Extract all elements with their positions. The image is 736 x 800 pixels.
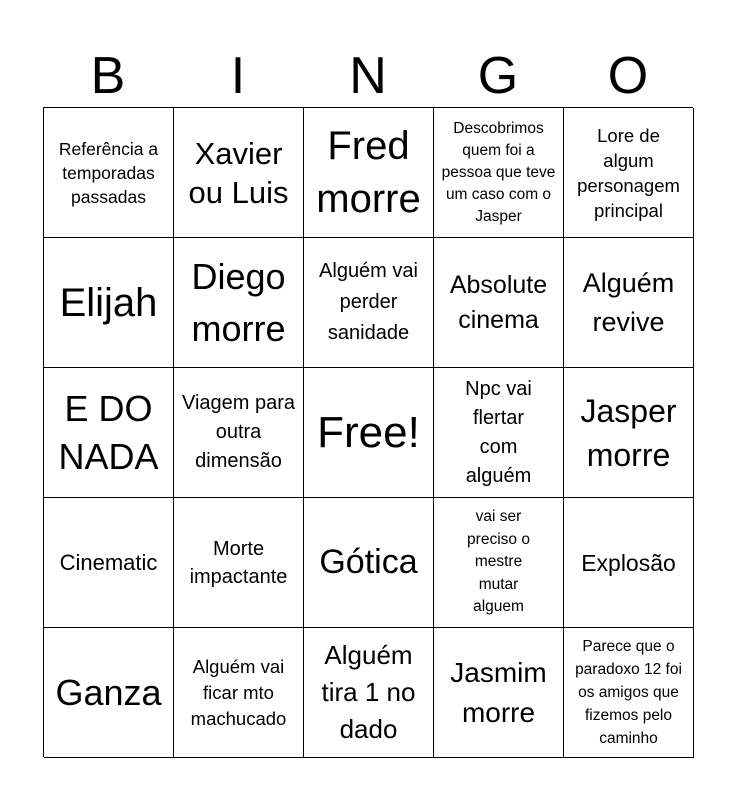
header-letter-i: I: [230, 47, 246, 105]
bingo-cell-r1c5[interactable]: [564, 108, 694, 238]
cell-text: Explosão: [581, 549, 676, 576]
header-letter-o: O: [607, 47, 649, 105]
bingo-cell-r4c3[interactable]: [304, 498, 434, 628]
bingo-cell-r5c4[interactable]: [434, 628, 564, 758]
cell-text: Ganza: [55, 671, 162, 713]
cell-text: Gótica: [319, 543, 418, 581]
bingo-cell-r5c2[interactable]: [174, 628, 304, 758]
cell-text: Elijah: [59, 280, 158, 325]
cell-text: Jasper morre: [580, 392, 677, 473]
bingo-cell-r5c5[interactable]: [564, 628, 694, 758]
bingo-header: [43, 46, 693, 106]
bingo-cell-r1c4[interactable]: [434, 108, 564, 238]
bingo-cell-r2c5[interactable]: [564, 238, 694, 368]
bingo-cell-free[interactable]: [304, 368, 434, 498]
cell-text: Cinematic: [59, 549, 158, 575]
cell-text: Fred morre: [316, 123, 421, 221]
cell-text: vai ser preciso o mestre mutar alguem: [467, 508, 530, 616]
cell-text: Morte impactante: [189, 537, 288, 588]
bingo-cell-r1c2[interactable]: [174, 108, 304, 238]
cell-text: E DO NADA: [58, 387, 159, 477]
cell-text: Absolute cinema: [449, 270, 548, 334]
cell-text: Npc vai flertar com alguém: [465, 377, 532, 487]
cell-text: Alguém tira 1 no dado: [321, 640, 416, 744]
cell-text: Jasmim morre: [450, 656, 547, 728]
cell-text: Alguém vai ficar mto machucado: [190, 655, 287, 729]
bingo-cell-r4c1[interactable]: [44, 498, 174, 628]
cell-text: Diego morre: [191, 255, 286, 349]
bingo-cell-r3c4[interactable]: [434, 368, 564, 498]
bingo-cell-r1c3[interactable]: [304, 108, 434, 238]
cell-text: Alguém revive: [582, 267, 675, 337]
bingo-cell-r1c1[interactable]: [44, 108, 174, 238]
bingo-cell-r2c2[interactable]: [174, 238, 304, 368]
cell-text: Referência a temporadas passadas: [58, 138, 159, 207]
cell-text: Viagem para outra dimensão: [181, 392, 296, 472]
bingo-cell-r3c5[interactable]: [564, 368, 694, 498]
bingo-cell-r5c1[interactable]: [44, 628, 174, 758]
bingo-cell-r2c3[interactable]: [304, 238, 434, 368]
header-letter-n: N: [349, 47, 387, 105]
bingo-cell-r2c1[interactable]: [44, 238, 174, 368]
cell-text: Parece que o paradoxo 12 foi os amigos que fizemos pelo caminho: [575, 638, 682, 747]
bingo-cell-r5c3[interactable]: [304, 628, 434, 758]
cell-text: Xavier ou Luis: [188, 135, 289, 210]
cell-text: Alguém vai perder sanidade: [319, 260, 418, 344]
header-letter-g: G: [477, 47, 519, 105]
bingo-board: [43, 107, 693, 757]
cell-text: Descobrimos quem foi a pessoa que teve um caso com o Jasper: [441, 119, 556, 225]
bingo-cell-r3c1[interactable]: [44, 368, 174, 498]
bingo-cell-r3c2[interactable]: [174, 368, 304, 498]
cell-text: Lore de algum personagem principal: [577, 124, 680, 221]
bingo-cell-r4c5[interactable]: [564, 498, 694, 628]
bingo-cell-r2c4[interactable]: [434, 238, 564, 368]
bingo-cell-r4c2[interactable]: [174, 498, 304, 628]
cell-text-free: Free!: [317, 407, 420, 457]
header-letter-b: B: [90, 47, 126, 105]
bingo-cell-r4c4[interactable]: [434, 498, 564, 628]
